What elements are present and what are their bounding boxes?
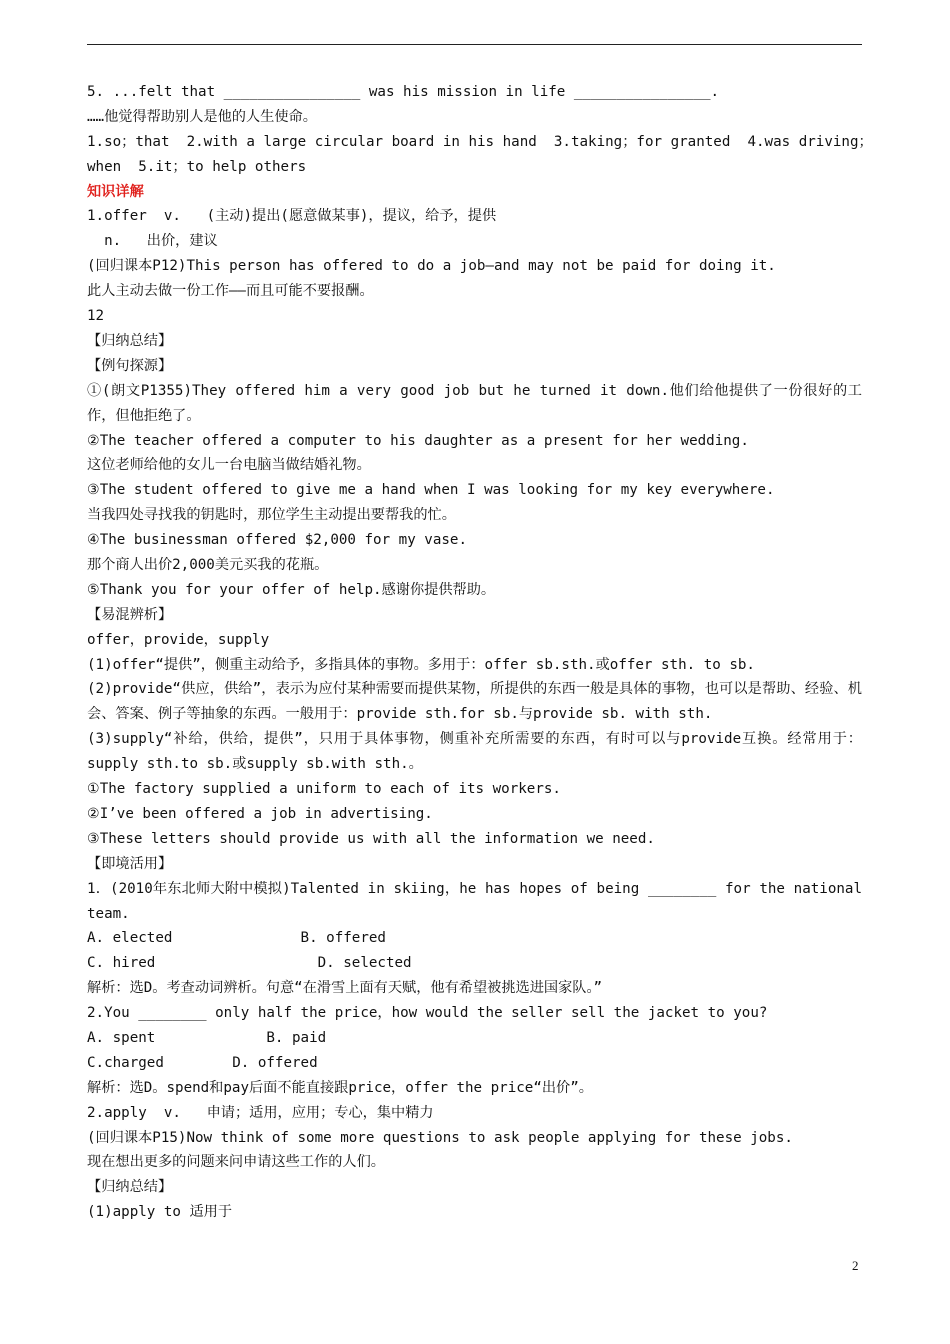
- text-paragraph: ①(朗文P1355)They offered him a very good job but he turned it down.他们给他提供了一份很好的工作，但他拒绝了。: [87, 382, 862, 424]
- subheading: 【即境活用】: [87, 855, 173, 872]
- text-line: 此人主动去做一份工作——而且可能不要报酬。: [87, 283, 374, 300]
- text-line: 现在想出更多的问题来问申请这些工作的人们。: [87, 1154, 385, 1171]
- page-number: 2: [852, 1258, 859, 1273]
- text-line: 这位老师给他的女儿一台电脑当做结婚礼物。: [87, 457, 371, 474]
- text-line: (1)apply to 适用于: [87, 1204, 233, 1221]
- explanation-line: 解析：选D。spend和pay后面不能直接跟price，offer the price“出价”。: [87, 1079, 593, 1096]
- text-line: 1.so；that 2.with a large circular board in his hand 3.taking；for granted 4.was driving；: [87, 133, 873, 150]
- text-line: ③These letters should provide us with all the information we need.: [87, 830, 655, 847]
- text-line: 5. ...felt that ________________ was his mission in life ________________.: [87, 84, 720, 100]
- text-line: ④The businessman offered $2,000 for my vase.: [87, 532, 468, 549]
- text-line: offer，provide，supply: [87, 631, 270, 648]
- answer-options: C. hired D. selected: [87, 955, 412, 972]
- text-line: ②The teacher offered a computer to his daughter as a present for her wedding.: [87, 432, 749, 449]
- text-line: ③The student offered to give me a hand when I was looking for my key everywhere.: [87, 482, 775, 499]
- subheading: 【例句探源】: [87, 357, 173, 374]
- text-line: (1)offer“提供”，侧重主动给予，多指具体的事物。多用于：offer sb.sth.或offer sth. to sb.: [87, 656, 755, 673]
- text-line: n. 出价，建议: [87, 233, 218, 250]
- text-line: ②I’ve been offered a job in advertising.: [87, 805, 433, 822]
- question-paragraph: 1．(2010年东北师大附中模拟)Talented in skiing，he has hopes of being ________ for the national team.: [87, 880, 862, 922]
- question-line: 2.You ________ only half the price，how would the seller sell the jacket to you?: [87, 1005, 768, 1022]
- subheading: 【归纳总结】: [87, 332, 173, 349]
- text-line: 12: [87, 308, 105, 325]
- section-heading: 知识详解: [87, 183, 144, 200]
- subheading: 【归纳总结】: [87, 1179, 173, 1196]
- text-line: (回归课本P12)This person has offered to do a job—and may not be paid for doing it.: [87, 258, 776, 275]
- text-line: 那个商人出价2,000美元买我的花瓶。: [87, 556, 329, 573]
- answer-options: A. elected B. offered: [87, 930, 386, 947]
- text-line: 2.apply v. 申请；适用，应用；专心，集中精力: [87, 1104, 434, 1121]
- text-line: (回归课本P15)Now think of some more questions to ask people applying for these jobs.: [87, 1129, 793, 1146]
- explanation-line: 解析：选D。考查动词辨析。句意“在滑雪上面有天赋，他有希望被挑选进国家队。”: [87, 980, 603, 997]
- header-rule: [87, 44, 862, 45]
- text-line: 1.offer v. (主动)提出(愿意做某事)，提议，给予，提供: [87, 208, 497, 225]
- subheading: 【易混辨析】: [87, 606, 173, 623]
- text-paragraph: (3)supply“补给，供给，提供”，只用于具体事物，侧重补充所需要的东西，有时可以与provide互换。经常用于：supply sth.to sb.或supply sb.with sth.。: [87, 731, 862, 773]
- text-paragraph: (2)provide“供应，供给”，表示为应付某种需要而提供某物，所提供的东西一般是具体的事物，也可以是帮助、经验、机会、答案、例子等抽象的东西。一般用于：provide sth.for sb.与provide sb. with sth.: [87, 681, 862, 723]
- document-body: [87, 80, 873, 1225]
- text-line: when 5.it；to help others: [87, 158, 307, 175]
- text-line: ⑤Thank you for your offer of help.感谢你提供帮助。: [87, 581, 496, 598]
- text-line: ……他觉得帮助别人是他的人生使命。: [87, 108, 317, 125]
- text-line: 当我四处寻找我的钥匙时，那位学生主动提出要帮我的忙。: [87, 507, 456, 524]
- text-line: ①The factory supplied a uniform to each of its workers.: [87, 781, 561, 798]
- answer-options: A. spent B. paid: [87, 1029, 327, 1046]
- answer-options: C.charged D. offered: [87, 1054, 318, 1071]
